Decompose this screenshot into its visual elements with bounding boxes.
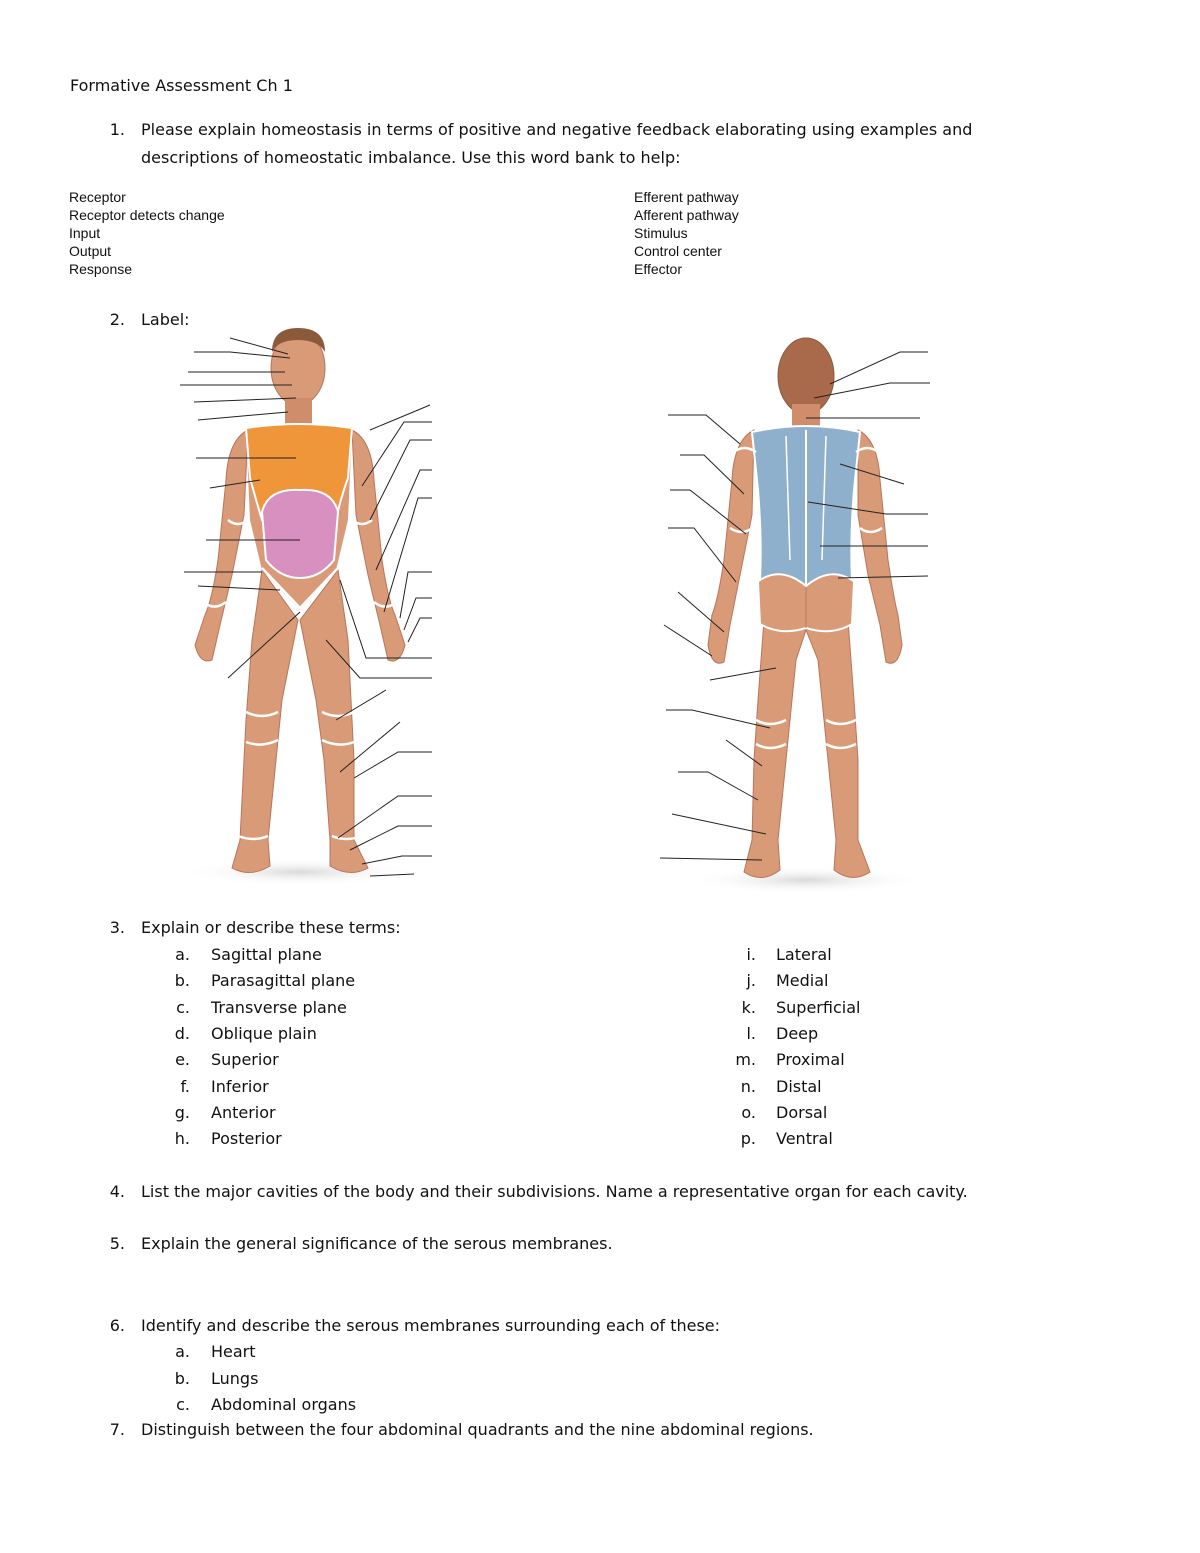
term-letter: f.	[180, 1077, 190, 1096]
term-letter: o.	[741, 1103, 756, 1122]
head	[778, 338, 834, 414]
question-text: Explain or describe these terms:	[141, 918, 401, 937]
question-text: Label:	[141, 310, 190, 329]
word-bank-item: Input	[69, 225, 101, 241]
anterior-body-diagram	[170, 320, 460, 895]
term-item: Abdominal organs	[211, 1395, 357, 1414]
term-letter: g.	[174, 1103, 190, 1122]
term-item: Distal	[776, 1077, 822, 1096]
term-letter: j.	[746, 971, 756, 990]
question-number: 3.	[109, 918, 125, 937]
term-item: Parasagittal plane	[211, 971, 356, 990]
term-item: Transverse plane	[211, 998, 347, 1017]
abdominal-region	[262, 490, 338, 578]
question-number: 5.	[109, 1234, 125, 1253]
word-bank-item: Control center	[634, 243, 722, 259]
term-item: Oblique plain	[211, 1024, 317, 1043]
question-number: 1.	[109, 120, 125, 139]
term-item: Superior	[211, 1050, 279, 1069]
question-number: 6.	[109, 1316, 125, 1335]
term-letter: l.	[746, 1024, 756, 1043]
word-bank-item: Receptor	[69, 189, 126, 205]
question-text-line-1: Please explain homeostasis in terms of positive and negative feedback elaborating using examples and	[141, 120, 973, 139]
word-bank-item: Afferent pathway	[634, 207, 739, 223]
term-item: Medial	[776, 971, 829, 990]
term-item: Inferior	[211, 1077, 269, 1096]
term-item: Superficial	[776, 998, 861, 1017]
term-letter: c.	[176, 998, 190, 1017]
word-bank-item: Response	[69, 261, 133, 277]
question-text: Identify and describe the serous membranes surrounding each of these:	[141, 1316, 721, 1335]
question-text: Explain the general significance of the serous membranes.	[141, 1234, 613, 1253]
word-bank-item: Stimulus	[634, 225, 688, 241]
term-item: Anterior	[211, 1103, 276, 1122]
question-number: 7.	[109, 1420, 125, 1439]
term-letter: n.	[740, 1077, 756, 1096]
term-letter: h.	[174, 1129, 190, 1148]
term-item: Dorsal	[776, 1103, 828, 1122]
term-letter: c.	[176, 1395, 190, 1414]
posterior-body-diagram	[658, 330, 988, 895]
term-item: Proximal	[776, 1050, 845, 1069]
term-letter: p.	[740, 1129, 756, 1148]
term-item: Lateral	[776, 945, 832, 964]
term-letter: i.	[746, 945, 756, 964]
question-number: 2.	[109, 310, 125, 329]
term-item: Sagittal plane	[211, 945, 322, 964]
term-letter: b.	[174, 1369, 190, 1388]
term-item: Ventral	[776, 1129, 833, 1148]
term-letter: m.	[735, 1050, 756, 1069]
term-item: Posterior	[211, 1129, 282, 1148]
question-text-line-2: descriptions of homeostatic imbalance. Use this word bank to help:	[141, 148, 681, 167]
term-item: Deep	[776, 1024, 819, 1043]
term-item: Lungs	[211, 1369, 259, 1388]
word-bank-item: Receptor detects change	[69, 207, 225, 223]
term-letter: d.	[174, 1024, 190, 1043]
term-letter: a.	[175, 945, 190, 964]
word-bank-item: Efferent pathway	[634, 189, 739, 205]
question-text: List the major cavities of the body and their subdivisions. Name a representative organ for each cavity.	[141, 1182, 968, 1201]
term-letter: k.	[741, 998, 756, 1017]
term-item: Heart	[211, 1342, 256, 1361]
term-letter: a.	[175, 1342, 190, 1361]
question-number: 4.	[109, 1182, 125, 1201]
term-letter: b.	[174, 971, 190, 990]
term-letter: e.	[175, 1050, 190, 1069]
word-bank-item: Output	[69, 243, 112, 259]
word-bank-item: Effector	[634, 261, 682, 277]
question-text: Distinguish between the four abdominal quadrants and the nine abdominal regions.	[141, 1420, 814, 1439]
document-title: Formative Assessment Ch 1	[70, 76, 293, 95]
